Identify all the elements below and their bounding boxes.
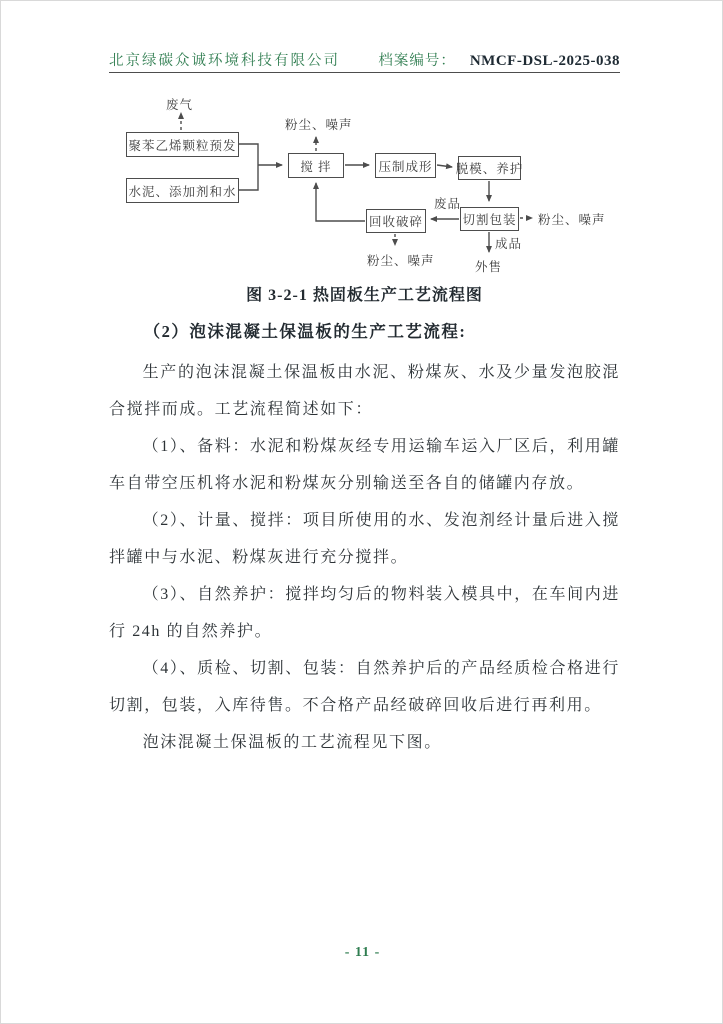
archive-number: NMCF-DSL-2025-038 [469,53,620,69]
flow-box-cement-additives-water: 水泥、添加剂和水 [126,178,239,203]
archive-label: 档案编号： [378,53,456,69]
paragraph-step-1: （1）、备料：水泥和粉煤灰经专用运输车运入厂区后，利用罐车自带空压机将水泥和粉煤灰分别输送至各自的储罐内存放。 [109,438,620,492]
flow-label-dust-noise-bottom: 粉尘、噪声 [367,254,435,268]
flow-box-mixing: 搅 拌 [288,153,344,178]
paragraph-closing: 泡沫混凝土保温板的工艺流程见下图。 [142,734,442,751]
paragraph-intro: 生产的泡沫混凝土保温板由水泥、粉煤灰、水及少量发泡胶混合搅拌而成。工艺流程简述如下： [109,364,620,418]
section-heading: （2）泡沫混凝土保温板的生产工艺流程: [143,322,467,341]
flow-label-finished-product: 成品 [495,237,523,251]
flow-label-dust-noise-top: 粉尘、噪声 [285,118,353,132]
page-footer [1,943,723,961]
paragraph-step-3: （3）、自然养护：搅拌均匀后的物料装入模具中，在车间内进行 24h 的自然养护。 [109,586,620,640]
page-number: - 11 - [344,945,381,960]
body-text [109,284,620,761]
flow-label-waste-gas: 废气 [166,98,194,112]
flow-box-press-forming: 压制成形 [375,153,436,178]
flow-label-sell: 外售 [475,260,503,274]
figure-caption: 图 3-2-1 热固板生产工艺流程图 [246,287,483,304]
flow-box-recycle-crushing: 回收破碎 [366,209,426,233]
paragraph-step-2: （2）、计量、搅拌：项目所使用的水、发泡剂经计量后进入搅拌罐中与水泥、粉煤灰进行充分搅拌。 [109,512,620,566]
flow-label-scrap: 废品 [434,197,462,211]
paragraph-step-4: （4）、质检、切割、包装：自然养护后的产品经质检合格进行切割，包装，入库待售。不合格产品经破碎回收后进行再利用。 [109,660,620,714]
company-name: 北京绿碳众诚环境科技有限公司 [109,53,340,69]
flow-box-demold-curing: 脱模、养护 [458,156,521,180]
flow-box-cutting-packaging: 切割包装 [460,207,519,231]
flowchart-arrows [1,1,723,286]
flow-box-polystyrene-pre-expansion: 聚苯乙烯颗粒预发 [126,132,239,157]
process-flowchart [1,1,723,286]
flow-label-dust-noise-right: 粉尘、噪声 [538,213,606,227]
